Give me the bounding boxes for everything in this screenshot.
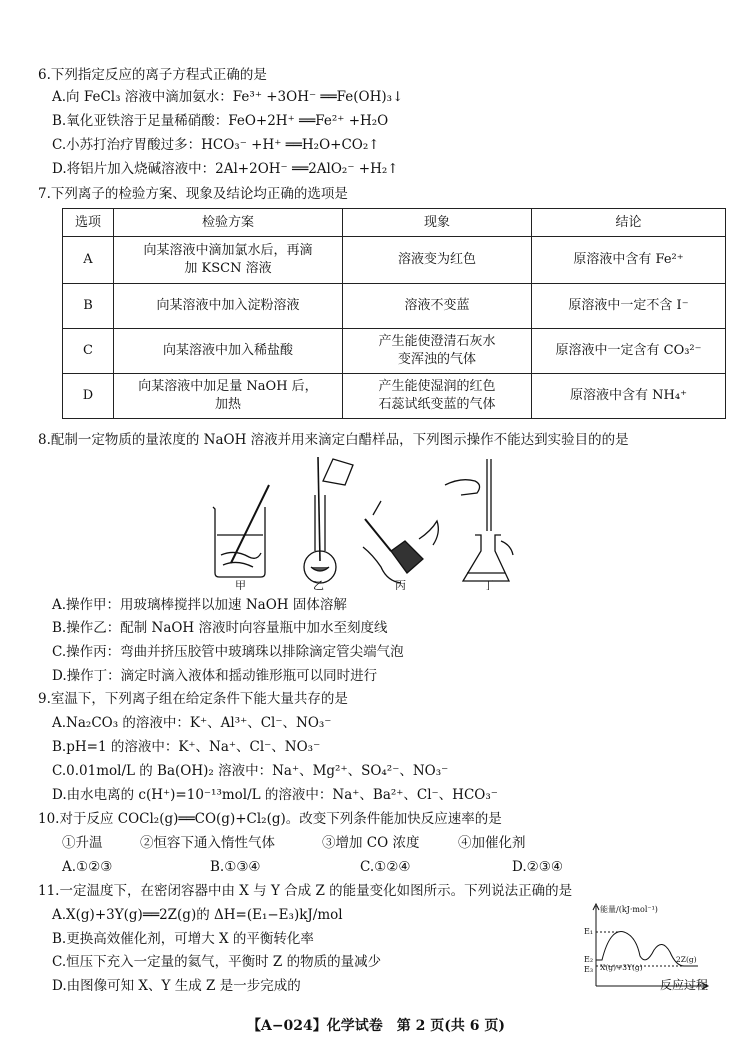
q7-stem: 7.下列离子的检验方案、现象及结论均正确的选项是 (38, 186, 348, 202)
table-cell: 溶液变为红色 (343, 237, 532, 284)
q10-cond-2: ②恒容下通入惰性气体 (140, 835, 275, 851)
q8-option-c: C.操作丙：弯曲并挤压胶管中玻璃珠以排除滴定管尖端气泡 (52, 644, 404, 660)
reaction-process-label: 反应过程 (660, 978, 709, 992)
table-cell (343, 329, 532, 374)
titration-flask-image (445, 459, 513, 581)
table-cell: B (63, 284, 114, 329)
cell-line: 加热 (214, 397, 241, 412)
table-cell: 原溶液中一定不含 I⁻ (532, 284, 726, 329)
fig-label-ding: 丁 (483, 579, 494, 590)
q6-option-d: D.将铝片加入烧碱溶液中：2Al+2OH⁻ ══2AlO₂⁻ +H₂↑ (52, 161, 399, 177)
table-cell: A (63, 237, 114, 284)
volumetric-flask-image (304, 457, 353, 583)
table-cell: 向某溶液中加入淀粉溶液 (114, 284, 343, 329)
table-cell: C (63, 329, 114, 374)
q6-option-b: B.氧化亚铁溶于足量稀硝酸：FeO+2H⁺ ══Fe²⁺ +H₂O (52, 113, 389, 129)
cell-line: 产生能使湿润的红色 (378, 379, 496, 394)
q10-option-a: A.①②③ (62, 859, 113, 875)
q9-option-d: D.由水电离的 c(H⁺)=10⁻¹³mol/L 的溶液中：Na⁺、Ba²⁺、Cl⁻、HCO₃⁻ (52, 787, 498, 803)
page-footer: 【A−024】化学试卷 第 2 页(共 6 页) (246, 1018, 506, 1034)
q10-option-c: C.①②④ (360, 859, 411, 875)
cell-line: 产生能使澄清石灰水 (378, 334, 496, 349)
table-cell: D (63, 374, 114, 419)
q6-stem: 6.下列指定反应的离子方程式正确的是 (38, 67, 267, 83)
table-cell: 向某溶液中加入稀盐酸 (114, 329, 343, 374)
table-cell (114, 374, 343, 419)
table-header: 选项 (63, 209, 114, 237)
q9-option-a: A.Na₂CO₃ 的溶液中：K⁺、Al³⁺、Cl⁻、NO₃⁻ (52, 715, 332, 731)
product-label: 2Z(g) (676, 955, 697, 964)
reactant-label: X(g)+3Y(g) (600, 963, 643, 972)
q8-option-a: A.操作甲：用玻璃棒搅拌以加速 NaOH 固体溶解 (52, 597, 347, 613)
q10-cond-3: ③增加 CO 浓度 (322, 835, 420, 851)
q10-option-d: D.②③④ (512, 859, 563, 875)
q8-option-b: B.操作乙：配制 NaOH 溶液时向容量瓶中加水至刻度线 (52, 620, 388, 636)
table-row (63, 329, 726, 374)
energy-axis-label: 能量/(kJ·mol⁻¹) (600, 905, 658, 914)
q10-cond-4: ④加催化剂 (458, 835, 526, 851)
table-header: 现象 (343, 209, 532, 237)
q6-option-c: C.小苏打治疗胃酸过多：HCO₃⁻ +H⁺ ══H₂O+CO₂↑ (52, 137, 380, 153)
lab-operations-figure (205, 455, 515, 590)
table-row (63, 284, 726, 329)
fig-label-yi: 乙 (313, 579, 324, 590)
cell-line: 石蕊试纸变蓝的气体 (378, 397, 496, 412)
q11-option-b: B.更换高效催化剂，可增大 X 的平衡转化率 (52, 931, 314, 947)
q11-option-c: C.恒压下充入一定量的氦气，平衡时 Z 的物质的量减少 (52, 954, 382, 970)
cell-line: 向某溶液中滴加氯水后，再滴 (143, 243, 313, 258)
table-cell: 溶液不变蓝 (343, 284, 532, 329)
table-row (63, 374, 726, 419)
fig-label-bing: 丙 (395, 579, 406, 590)
table-header: 结论 (532, 209, 726, 237)
q9-option-c: C.0.01mol/L 的 Ba(OH)₂ 溶液中：Na⁺、Mg²⁺、SO₄²⁻、NO₃⁻ (52, 763, 449, 779)
burette-bubble-image (363, 501, 438, 583)
table-header: 检验方案 (114, 209, 343, 237)
q8-option-d: D.操作丁：滴定时滴入液体和摇动锥形瓶可以同时进行 (52, 668, 378, 684)
table-cell (114, 237, 343, 284)
table-cell: 原溶液中含有 NH₄⁺ (532, 374, 726, 419)
e3-label: E₃ (584, 965, 594, 974)
q6-option-a: A.向 FeCl₃ 溶液中滴加氨水：Fe³⁺ +3OH⁻ ══Fe(OH)₃↓ (52, 89, 404, 105)
cell-line: 加 KSCN 溶液 (184, 261, 272, 276)
fig-label-jia: 甲 (235, 579, 246, 590)
e1-label: E₁ (584, 927, 594, 936)
q9-option-b: B.pH=1 的溶液中：K⁺、Na⁺、Cl⁻、NO₃⁻ (52, 739, 321, 755)
q11-option-d: D.由图像可知 X、Y 生成 Z 是一步完成的 (52, 978, 301, 994)
q9-stem: 9.室温下，下列离子组在给定条件下能大量共存的是 (38, 691, 348, 707)
cell-line: 变浑浊的气体 (397, 352, 476, 367)
q11-option-a: A.X(g)+3Y(g)══2Z(g)的 ΔH=(E₁−E₃)kJ/mol (52, 907, 343, 923)
q10-cond-1: ①升温 (62, 835, 103, 851)
q7-table (62, 208, 726, 419)
q11-stem: 11.一定温度下，在密闭容器中由 X 与 Y 合成 Z 的能量变化如图所示。下列说法正确的是 (38, 883, 573, 899)
table-cell (343, 374, 532, 419)
e2-label: E₂ (584, 955, 594, 964)
q8-stem: 8.配制一定物质的量浓度的 NaOH 溶液并用来滴定白醋样品，下列图示操作不能达到实验目的的是 (38, 432, 629, 448)
cell-line: 向某溶液中加足量 NaOH 后， (138, 379, 318, 394)
table-cell: 原溶液中一定含有 CO₃²⁻ (532, 329, 726, 374)
table-cell: 原溶液中含有 Fe²⁺ (532, 237, 726, 284)
q10-stem: 10.对于反应 COCl₂(g)══CO(g)+Cl₂(g)。改变下列条件能加快反应速率的是 (38, 811, 502, 827)
q10-option-b: B.①③④ (210, 859, 261, 875)
beaker-stirring-image (213, 485, 269, 577)
table-row (63, 237, 726, 284)
